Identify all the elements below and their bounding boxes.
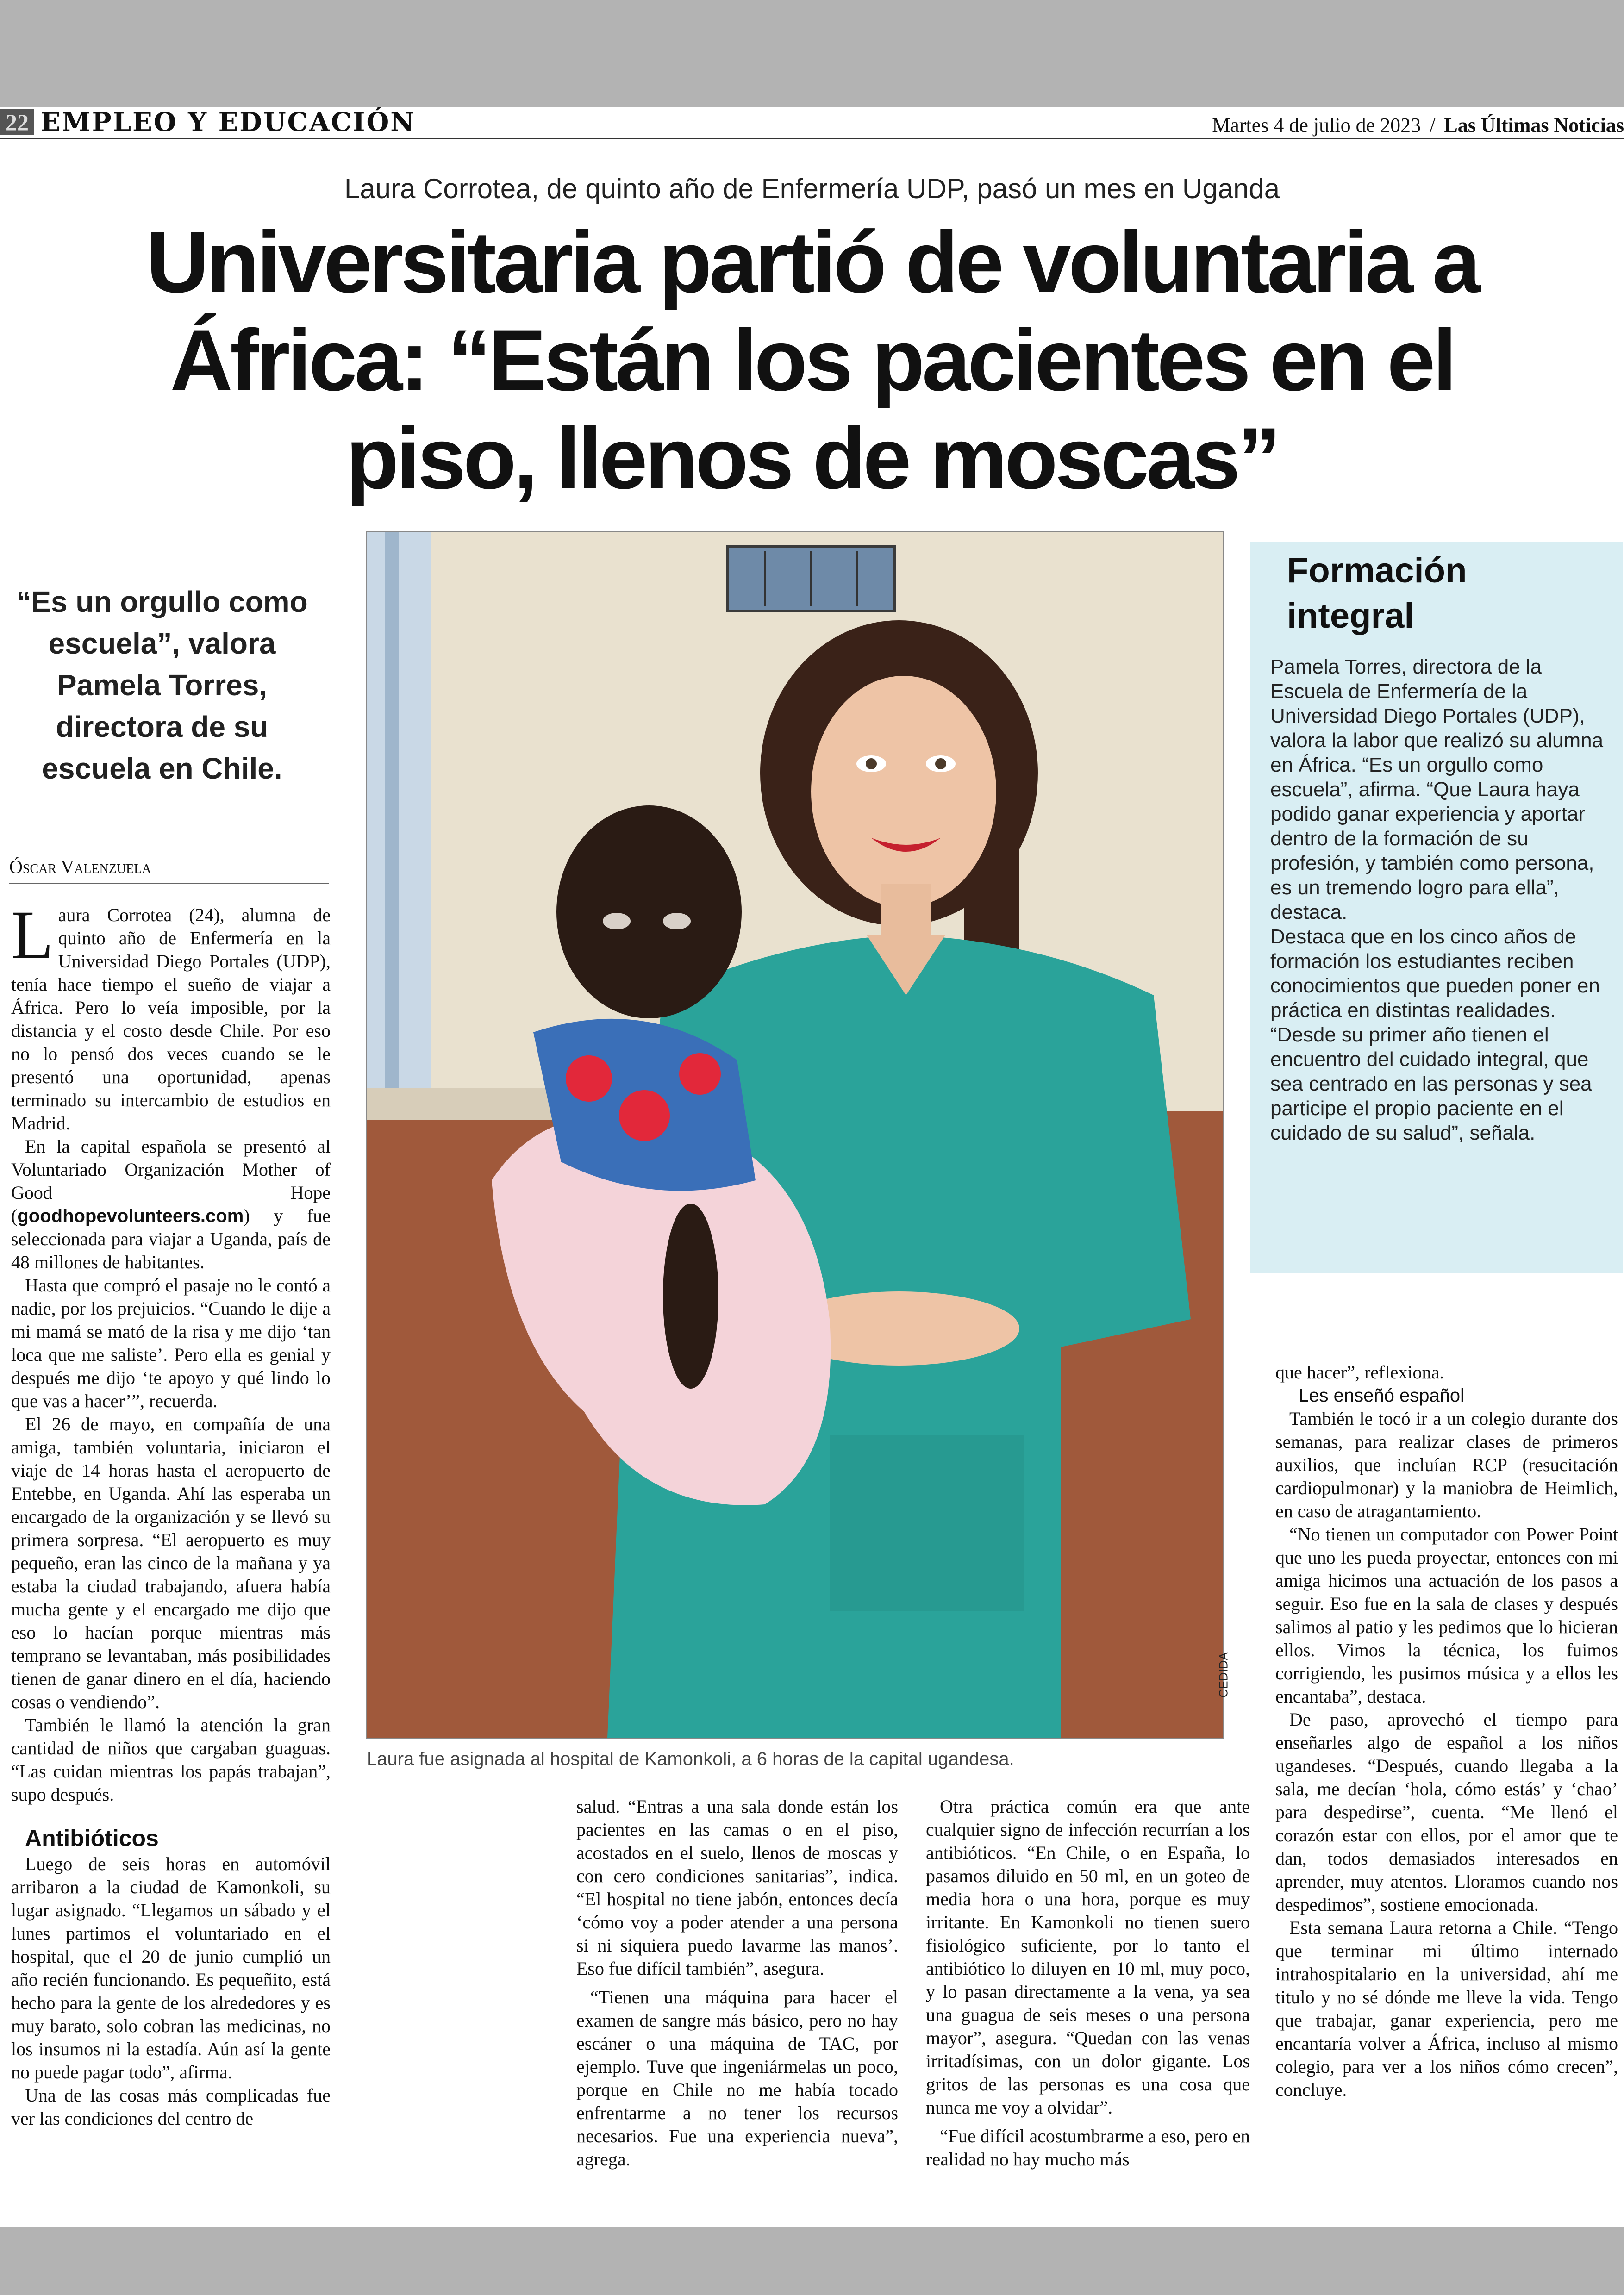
sidebar-title [1287,548,1467,639]
paragraph-3: Hasta que compró el pasaje no le contó a nadie, por los prejuicios. “Cuando le dije a mi mamá se mató de la risa y me dijo ‘tan loca que me saliste’. Pero ella es genial y después me dijo ‘te apoyo y qué lindo lo que vas a hacer’”, recuerda. [11,1275,331,1411]
volunteer-website-link[interactable]: goodhopevolunteers.com [17,1206,244,1226]
paragraph-2-text-a: En la capital española se presentó al Voluntariado Organización Mother of Good Hope ( [11,1136,331,1226]
issue-date: Martes 4 de julio de 2023 [1212,114,1421,137]
newspaper-name: Las Últimas Noticias [1444,114,1624,137]
page-number: 22 [0,109,34,135]
col4-paragraph-2: También le tocó ir a un colegio durante dos semanas, para realizar clases de primeros auxilios, que incluían RCP (resucitación cardiopulmonar) y la maniobra de Heimlich, en caso de atragantamiento. [1275,1408,1618,1522]
headline-line-1: Universitaria partió de voluntaria a [146,213,1478,311]
subhead-les-enseno-espanol: Les enseñó español [1299,1385,1465,1406]
drop-cap: L [11,897,54,973]
photo-credit: CEDIDA [1216,1652,1230,1698]
subhead-antibioticos: Antibióticos [25,1825,159,1851]
paragraph-5: También le llamó la atención la gran cantidad de niños que cargaban guaguas. “Las cuidan mientras los papás trabajan”, supo después. [11,1715,331,1805]
headline [0,213,1624,507]
col4-paragraph-1: que hacer”, reflexiona. [1275,1362,1444,1383]
bottom-margin-band [0,2227,1624,2295]
sidebar-box [1250,542,1623,1273]
article-photo [366,531,1230,1739]
header-rule [0,138,1624,139]
header-right [1212,114,1624,137]
paragraph-2-text-b: ) y fue seleccionada para viajar a Uganda, país de 48 millones de habitantes. [11,1205,331,1272]
paragraph-7: Una de las cosas más complicadas fue ver las condiciones del centro de [11,2085,331,2129]
col2-paragraph-2: “Tienen una máquina para hacer el examen de sangre más básico, pero no hay escáner o una máquina de TAC, por ejemplo. Tuve que ingeniármelas un poco, porque en Chile no me había tocado enfrentarme a no tener los recursos necesarios. Fue una experiencia nueva”, agrega. [576,1987,898,2170]
headline-line-2: África: “Están los pacientes en el [170,312,1454,409]
headline-line-3: piso, llenos de moscas” [345,410,1279,507]
paragraph-6: Luego de seis horas en automóvil arribaron a la ciudad de Kamonkoli, su lugar asignado. “Llegamos un sábado y el lunes partimos el voluntariado en el hospital, que el 20 de junio cumplió un año recién funcionando. Es pequeñito, está hecho para la gente de los alrededores y es muy barato, solo cobran las medicinas, no los insumos ni la estadía. Aún así la gente no puede pagar todo”, afirma. [11,1853,331,2083]
article-column-4 [1275,1361,1618,2102]
article-kicker: Laura Corrotea, de quinto año de Enfermería UDP, pasó un mes en Uganda [344,173,1280,204]
col4-paragraph-5: Esta semana Laura retorna a Chile. “Tengo que terminar mi último internado intrahospitalario en la universidad, ahí me titulo y no sé dónde me lleve la vida. Tengo que trabajar, ganar experiencia, pero me encantaría volver a África, incluso al mismo colegio, para ver a los niños cómo crecen”, concluye. [1275,1917,1618,2100]
header-separator: / [1430,114,1436,137]
article-column-3 [926,1795,1250,2171]
page-header [0,107,1624,140]
photo-illustration [367,532,1223,1738]
sidebar-title-line-1: Formación [1287,551,1467,590]
sidebar-title-line-2: integral [1287,596,1414,636]
article-column-1 [11,897,331,2130]
byline: Óscar Valenzuela [9,856,329,884]
pull-quote: “Es un orgullo como escuela”, valora Pamela Torres, directora de su escuela en Chile. [16,585,308,785]
paragraph-1-text: aura Corrotea (24), alumna de quinto año de Enfermería en la Universidad Diego Portales (UDP), tenía hace tiempo el sueño de viajar a África. Pero lo veía imposible, por la distancia y el costo desde Chile. Por eso no lo pensó dos veces cuando se le presentó una oportunidad, apenas terminado su intercambio de estudios en Madrid. [11,904,331,1134]
col3-paragraph-1: Otra práctica común era que ante cualquier signo de infección recurrían a los antibióticos. “En Chile, o en España, lo pasamos diluido en 50 ml, en un goteo de media hora o una hora, porque es muy irritante. En Kamonkoli no tienen suero fisiológico suficiente, por lo tanto el antibiótico lo diluyen en 10 ml, muy poco, y lo pasan directamente a la vena, ya sea una guagua de seis meses o una persona mayor”, asegura. “Quedan con las venas irritadísimas, con un dolor gigante. Los gritos de las personas es una cosa que nunca me voy a olvidar”. [926,1796,1250,2118]
article-column-2 [576,1795,898,2171]
sidebar-body: Pamela Torres, directora de la Escuela de Enfermería de la Universidad Diego Portales (UDP), valora la labor que realizó su alumna en África. “Es un orgullo como escuela”, afirma. “Que Laura haya podido ganar experiencia y aportar dentro de la formación de su profesión, y también como persona, es un tremendo logro para ella”, destaca. Destaca que en los cinco años de formación los estudiantes reciben conocimientos que pueden poner en práctica en distintas realidades. “Desde su primer año tienen el encuentro del cuidado integral, que sea centrado en las personas y sea participe el propio paciente en el cuidado de su salud”, señala. [1270,655,1604,1144]
col3-paragraph-2: “Fue difícil acostumbrarme a eso, pero en realidad no hay mucho más [926,2126,1250,2170]
top-margin-band [0,0,1624,107]
paragraph-2 [11,1135,331,1274]
photo-caption: Laura fue asignada al hospital de Kamonkoli, a 6 horas de la capital ugandesa. [367,1749,1014,1769]
col2-paragraph-1: salud. “Entras a una sala donde están los pacientes en las camas o en el piso, acostados en el suelo, llenos de moscas y con cero condiciones sanitarias”, indica. “El hospital no tiene jabón, entonces decía ‘cómo voy a poder atender a una persona si ni siquiera puedo lavarme las manos’. Eso fue difícil también”, asegura. [576,1796,898,1979]
section-title: EMPLEO Y EDUCACIÓN [41,107,416,137]
paragraph-1 [11,897,331,1135]
col4-paragraph-4: De paso, aprovechó el tiempo para enseñarles algo de español a los niños ugandeses. “Después, cuando llegaba a la sala, me decían ‘hola, cómo estás’ y ‘chao’ para despedirse”, cuenta. “Me llenó el corazón estar con ellos, por el amor que te dan, todos demasiados interesados en aprender, muy atentos. Lloramos cuando nos despedimos”, sostiene emocionada. [1275,1709,1618,1915]
paragraph-4: El 26 de mayo, en compañía de una amiga, también voluntaria, iniciaron el viaje de 14 horas hasta el aeropuerto de Entebbe, en Uganda. Ahí las esperaba un encargado de la organización y se llevó su primera sorpresa. “El aeropuerto es muy pequeño, eran las cinco de la mañana y ya estaba la ciudad trabajando, afuera había mucha gente y el encargado me dijo que eso lo hacían porque mientras más temprano se levantaban, más posibilidades tienen de ganar dinero en el día, haciendo cosas o vendiendo”. [11,1414,331,1712]
col4-paragraph-3: “No tienen un computador con Power Point que uno les pueda proyectar, entonces con mi amiga hicimos una actuación de los pasos a seguir. Eso fue en la sala de clases y después salimos al patio y les pedimos que lo hicieran ellos. Vimos la técnica, los fuimos corrigiendo, les pusimos música y a ellos les encantaba”, destaca. [1275,1524,1618,1707]
